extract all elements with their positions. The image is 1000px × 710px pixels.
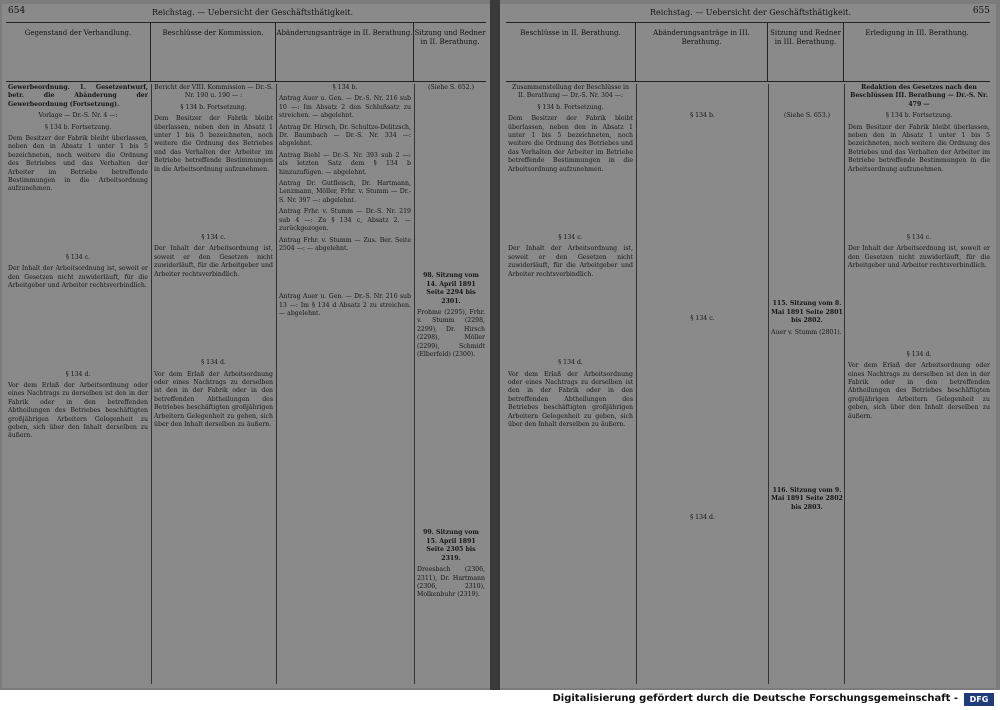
paragraph-text: Der Inhalt der Arbeitsordnung ist, soweit er den Gesetzen nicht zuwiderläuft, für die Arbeitgeber und Arbeiter rechtsverbindlich. xyxy=(848,245,990,270)
amendment-entry: Antrag Dr. Gutfleisch, Dr. Hartmann, Lenzmann, Möller, Frhr. v. Stumm — Dr.-S. Nr. 397 —: abgelehnt. xyxy=(279,180,411,204)
left-header-1: Gegenstand der Verhandlung. xyxy=(6,23,151,81)
paragraph-heading: § 134 c. xyxy=(65,253,91,261)
paragraph-text: Der Inhalt der Arbeitsordnung ist, soweit er den Gesetzen nicht zuwiderläuft, für die Arbeitgeber und Arbeiter rechtsverbindlich. xyxy=(154,245,273,278)
paragraph-text: Vor dem Erlaß der Arbeitsordnung oder eines Nachtrags zu derselben ist den in der Fabrik oder in den betreffenden Abtheilungen des Betriebes beschäftigten großjährigen Arbeitern Gelegenheit zu geben, sich über den Inhalt derselben zu äußern. xyxy=(154,370,273,428)
left-header-4: Sitzung und Redner in II. Berathung. xyxy=(414,29,486,46)
right-header-4: Erledigung in III. Berathung. xyxy=(865,29,969,37)
right-header-2: Abänderungsanträge in III. Berathung. xyxy=(636,23,768,81)
source-label: Vorlage — Dr.-S. Nr. 4 —: xyxy=(38,112,118,120)
paragraph-heading: § 134 d. xyxy=(690,513,715,521)
paragraph-heading: § 134 c. xyxy=(558,234,583,242)
column-rule xyxy=(276,84,277,684)
column-rule xyxy=(636,84,637,684)
paragraph-heading: § 134 b. Fortsetzung. xyxy=(44,123,112,131)
session-entry: 115. Sitzung vom 8. Mai 1891 Seite 2801 bis 2802. xyxy=(771,300,843,325)
paragraph-text: Dem Besitzer der Fabrik bleibt überlassen, neben den in Absatz 1 unter 1 bis 5 bezeichneten, noch weitere die Ordnung des Betriebes und das Verhalten der Arbeiter im Betriebe betreffende Bestimmungen in die Arbeitsordnung aufzunehmen. xyxy=(154,115,273,173)
right-col-decisions xyxy=(508,84,633,684)
cross-reference: (Siehe S. 652.) xyxy=(427,84,475,91)
column-rule xyxy=(768,84,769,684)
paragraph-heading: § 134 d. xyxy=(65,370,91,378)
left-col-commission xyxy=(154,84,273,684)
paragraph-heading: § 134 d. xyxy=(558,359,583,367)
left-col-amendments xyxy=(279,84,411,684)
paragraph-heading: § 134 c. xyxy=(690,315,715,323)
amendment-entry: Antrag Auer u. Gen. — Dr.-S. Nr. 216 sub 13 —: Im § 134 d Absatz 2 zu streichen. — abgelehnt. xyxy=(279,293,411,318)
paragraph-text: Der Inhalt der Arbeitsordnung ist, soweit er den Gesetzen nicht zuwiderläuft, für die Arbeitgeber und Arbeiter rechtsverbindlich. xyxy=(8,265,148,290)
column-rule xyxy=(151,84,152,684)
paragraph-text: Vor dem Erlaß der Arbeitsordnung oder eines Nachtrags zu derselben ist den in der Fabrik oder in den betreffenden Abtheilungen des Betriebes beschäftigten großjährigen Arbeitern Gelegenheit zu geben, sich über den Inhalt derselben zu äußern. xyxy=(848,362,990,420)
paragraph-text: Dem Besitzer der Fabrik bleibt überlassen, neben den in Absatz 1 unter 1 bis 5 bezeichneten, noch weitere die Ordnung des Betriebes und das Verhalten der Arbeiter im Betriebe betreffende Bestimmungen in die Arbeitsordnung aufzunehmen. xyxy=(508,115,633,173)
left-page-number: 654 xyxy=(8,6,26,16)
amendment-entry: Antrag Biehl — Dr.-S. Nr. 393 sub 2 —: als letzten Satz dem § 134 b hinzuzufügen. — abgelehnt. xyxy=(279,151,411,176)
footer-bar xyxy=(0,690,1000,710)
speakers-list: Auer v. Stumm (2801). xyxy=(771,328,842,336)
cross-reference: (Siehe S. 653.) xyxy=(783,112,831,119)
left-col-subject xyxy=(8,84,148,684)
session-entry: 116. Sitzung vom 9. Mai 1891 Seite 2802 bis 2803. xyxy=(771,487,843,511)
right-header-3: Sitzung und Redner in III. Berathung. xyxy=(768,23,844,81)
right-column-headers xyxy=(506,22,990,82)
session-entry: 98. Sitzung vom 14. April 1891 Seite 2294 bis 2301. xyxy=(423,272,479,305)
right-running-head: Reichstag. — Uebersicht der Geschäftsthätigkeit. xyxy=(650,8,852,17)
paragraph-heading: § 134 b. Fortsetzung. xyxy=(537,103,604,111)
paragraph-heading: § 134 d. xyxy=(906,350,932,358)
column-rule xyxy=(844,84,845,684)
source-label: Redaktion des Gesetzes nach den Beschlüssen III. Berathung — Dr.-S. Nr. 479 — xyxy=(850,84,988,108)
paragraph-text: Vor dem Erlaß der Arbeitsordnung oder eines Nachtrags zu derselben ist den in der Fabrik oder in den betreffenden Abtheilungen des Betriebes beschäftigten großjährigen Arbeitern Gelegenheit zu geben, sich über den Inhalt derselben zu äußern. xyxy=(508,370,633,428)
session-entry: 99. Sitzung vom 15. April 1891 Seite 2305 bis 2319. xyxy=(423,529,479,562)
paragraph-heading: § 134 c. xyxy=(201,234,226,242)
speakers-list: Dreesbach (2306, 2311), Dr. Hartmann (2306, 2310), Molkenbuhr (2319). xyxy=(417,566,485,599)
left-running-head: Reichstag. — Uebersicht der Geschäftsthätigkeit. xyxy=(152,8,354,17)
source-label: Zusammenstellung der Beschlüsse in II. Berathung — Dr.-S. Nr. 304 —: xyxy=(512,84,629,100)
amendment-entry: Antrag Frhr. v. Stumm — Dr.-S. Nr. 219 sub 4 —: Zu § 134 c, Absatz 2. — zurückgezogen. xyxy=(279,208,411,233)
paragraph-text: Der Inhalt der Arbeitsordnung ist, soweit er den Gesetzen nicht zuwiderläuft, für die Arbeitgeber und Arbeiter rechtsverbindlich. xyxy=(508,245,633,278)
paragraph-text: Vor dem Erlaß der Arbeitsordnung oder eines Nachtrags zu derselben ist den in der Fabrik oder in den betreffenden Abtheilungen des Betriebes beschäftigten großjährigen Arbeitern Gelegenheit zu geben, sich über den Inhalt derselben zu äußern. xyxy=(8,381,148,440)
source-label: Bericht der VIII. Kommission — Dr.-S. Nr. 190 u. 190 — : xyxy=(154,84,273,100)
right-col-amendments xyxy=(640,84,765,684)
amendment-entry: Antrag Auer u. Gen. — Dr.-S. Nr. 216 sub 10 —: Im Absatz 2 den Schlußsatz zu streichen. — abgelehnt. xyxy=(279,95,411,120)
left-header-3: Abänderungsanträge in II. Berathung. xyxy=(276,23,414,81)
paragraph-text: Dem Besitzer der Fabrik bleibt überlassen, neben den in Absatz 1 unter 1 bis 5 bezeichneten, noch weitere die Ordnung des Betriebes und das Verhalten der Arbeiter im Betriebe betreffende Bestimmungen in die Arbeitsordnung aufzunehmen. xyxy=(8,135,148,193)
paragraph-text: Dem Besitzer der Fabrik bleibt überlassen, neben den in Absatz 1 unter 1 bis 5 bezeichneten, noch weitere die Ordnung des Betriebes und das Verhalten der Arbeiter im Betriebe betreffende Bestimmungen in die Arbeitsordnung aufzunehmen. xyxy=(848,123,990,173)
right-page xyxy=(500,4,996,688)
paragraph-heading: § 134 b. Fortsetzung. xyxy=(180,103,247,111)
left-column-headers xyxy=(6,22,486,82)
amendment-entry: Antrag Frhr. v. Stumm — Zus. Ber. Seite 2504 —: — abgelehnt. xyxy=(279,236,411,252)
speakers-list: Frohme (2295), Frhr. v. Stumm (2298, 2299), Dr. Hirsch (2298), Möller (2299), Schmidt (Elberfeld) (2300). xyxy=(417,309,485,359)
right-page-number: 655 xyxy=(972,6,990,16)
dfg-logo: DFG xyxy=(964,693,994,706)
funding-notice: Digitalisierung gefördert durch die Deutsche Forschungsgemeinschaft - xyxy=(552,693,958,704)
right-col-sessions xyxy=(771,84,843,684)
paragraph-heading: § 134 b. xyxy=(332,84,358,91)
amendment-entry: Antrag Dr. Hirsch, Dr. Schultze-Delitzsch, Dr. Baumbach — Dr.-S. Nr. 334 —: abgelehnt. xyxy=(279,123,411,148)
right-header-1: Beschlüsse in II. Berathung. xyxy=(506,23,636,81)
left-page xyxy=(2,4,490,688)
right-col-resolution xyxy=(848,84,990,684)
paragraph-heading: § 134 b. xyxy=(690,112,715,119)
section-title: Gewerbeordnung. 1. Gesetzentwurf, betr. die Abänderung der Gewerbeordnung (Fortsetzung). xyxy=(8,84,148,108)
column-rule xyxy=(414,84,415,684)
left-header-2: Beschlüsse der Kommission. xyxy=(151,23,276,81)
left-col-sessions xyxy=(417,84,485,684)
paragraph-heading: § 134 b. Fortsetzung. xyxy=(885,112,953,120)
book-gutter xyxy=(490,0,500,690)
paragraph-heading: § 134 d. xyxy=(201,359,226,367)
paragraph-heading: § 134 c. xyxy=(906,234,932,242)
